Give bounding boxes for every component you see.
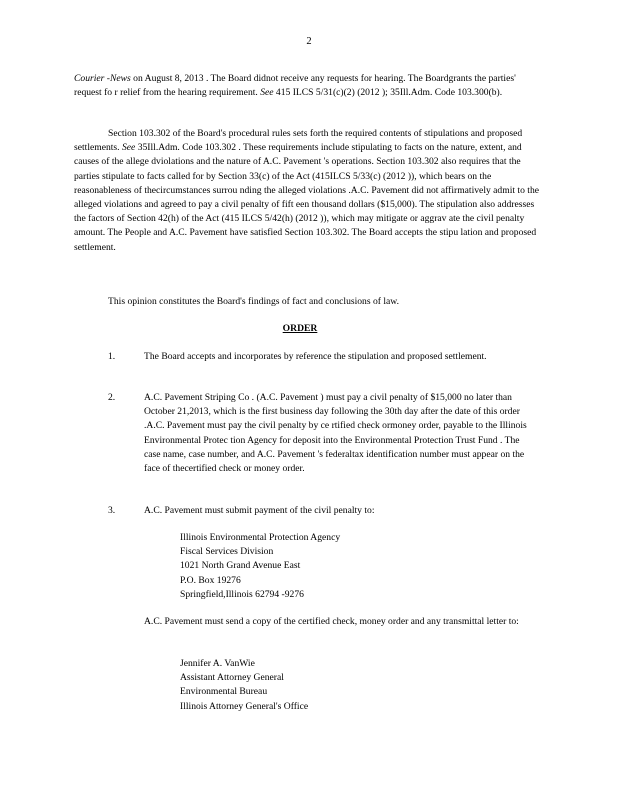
paragraph-text: 35Ill.Adm. Code 103.302 . These requirements include stipulating to facts on the nature, extent, and causes of the allege dviolations and the nature of A.C. Pavement 's operations. Section 103.302 also requires that the parties stipulate to facts called for by Section 33(c) of the Act (415ILCS 5/33(c) (2012 )), which bears on the reasonableness of thecircumstances surrou nding the alleged violations .A.C. Pavement did not affirmatively admit to the alleged violations and agreed to pay a civil penalty of fift een thousand dollars ($15,000). The stipulation also addresses the factors of Section 42(h) of the Act (415 ILCS 5/42(h) (2012 )), which may mitigate or aggrav ate the civil penalty amount. The People and A.C. Pavement have satisfied Section 103.302. The Board accepts the stipu lation and proposed settlement. — [74, 142, 540, 253]
paragraph-body — [74, 127, 540, 255]
address-line: Environmental Bureau — [180, 686, 268, 698]
item-text: A.C. Pavement must submit payment of the civil penalty to: — [144, 505, 375, 516]
address-line: Springfield,Illinois 62794 -9276 — [180, 588, 304, 600]
paragraph-text: Section 103.302 of the Board's procedural rules sets forth the required contents of stipulations and proposed settlements. — [74, 128, 523, 154]
publication-name: Courier -News — [74, 73, 131, 84]
order-heading: ORDER — [282, 323, 318, 334]
address-line: Illinois Environmental Protection Agency — [180, 532, 341, 543]
item-text: The Board accepts and incorporates by reference the stipulation and proposed settlement. — [144, 351, 487, 362]
address-line: Illinois Attorney General's Office — [180, 700, 309, 712]
see-signal: See — [260, 87, 274, 99]
copy-instruction: A.C. Pavement must send a copy of the certified check, money order and any transmittal letter to: — [144, 616, 519, 627]
paragraph-findings: This opinion constitutes the Board's findings of fact and conclusions of law. — [108, 296, 400, 307]
page-number: 2 — [306, 36, 312, 47]
agency-address — [180, 531, 340, 602]
citation-text: 415 ILCS 5/31(c)(2) (2012 ); 35Ill.Adm. Code 103.300(b). — [273, 87, 503, 99]
address-line: P.O. Box 19276 — [180, 574, 241, 586]
see-signal: See — [121, 142, 136, 154]
address-line: Fiscal Services Division — [180, 546, 274, 558]
address-line: Jennifer A. VanWie — [180, 658, 255, 669]
item-text: A.C. Pavement Striping Co . (A.C. Pavement ) must pay a civil penalty of $15,000 no later than October 21,2013, which is the first business day following the 30th day after the date of this order .A.C. Pavement must pay the civil penalty by ce rtified check ormoney order, payable to the Illinois Environmental Protec tion Agency for deposit into the Environmental Protection Trust Fund . The case name, case number, and A.C. Pavement 's federaltax identification number must appear on the face of thecertified check or money order. — [144, 392, 527, 475]
paragraph-stipulation — [74, 127, 540, 255]
item-number: 2. — [108, 392, 116, 403]
address-line: Assistant Attorney General — [180, 672, 284, 684]
paragraph-publication — [74, 72, 526, 100]
address-line: 1021 North Grand Avenue East — [180, 560, 301, 572]
item-number: 1. — [108, 351, 116, 362]
item-number: 3. — [108, 505, 116, 516]
attorney-address — [180, 657, 308, 714]
paragraph-text: on August 8, 2013 . The Board didnot receive any requests for hearing. The Boardgrants the parties' request fo r relief from the hearing requirement. — [74, 73, 516, 99]
